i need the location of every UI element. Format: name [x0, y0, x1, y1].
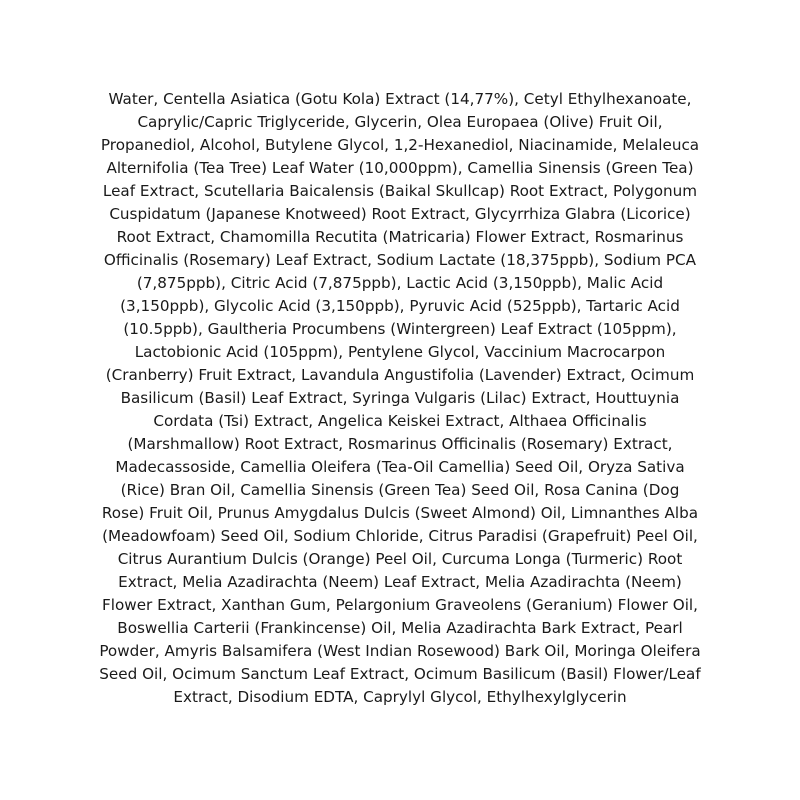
- ingredient-list: [60, 88, 740, 709]
- ingredient-line: Water, Centella Asiatica (Gotu Kola) Extract (14,77%), Cetyl Ethylhexanoate,: [108, 90, 692, 108]
- ingredient-line: (Marshmallow) Root Extract, Rosmarinus Officinalis (Rosemary) Extract,: [127, 435, 673, 453]
- ingredient-line: Cuspidatum (Japanese Knotweed) Root Extract, Glycyrrhiza Glabra (Licorice): [109, 205, 691, 223]
- ingredient-line: Extract, Melia Azadirachta (Neem) Leaf Extract, Melia Azadirachta (Neem): [118, 573, 682, 591]
- ingredient-line: Leaf Extract, Scutellaria Baicalensis (Baikal Skullcap) Root Extract, Polygonum: [102, 182, 698, 200]
- ingredient-line: Powder, Amyris Balsamifera (West Indian Rosewood) Bark Oil, Moringa Oleifera: [99, 642, 701, 660]
- ingredient-line: (10.5ppb), Gaultheria Procumbens (Wintergreen) Leaf Extract (105ppm),: [123, 320, 677, 338]
- ingredient-line: Root Extract, Chamomilla Recutita (Matricaria) Flower Extract, Rosmarinus: [116, 228, 684, 246]
- ingredient-line: Caprylic/Capric Triglyceride, Glycerin, Olea Europaea (Olive) Fruit Oil,: [137, 113, 663, 131]
- ingredient-line: (3,150ppb), Glycolic Acid (3,150ppb), Pyruvic Acid (525ppb), Tartaric Acid: [120, 297, 680, 315]
- ingredient-line: (7,875ppb), Citric Acid (7,875ppb), Lactic Acid (3,150ppb), Malic Acid: [136, 274, 664, 292]
- ingredient-line: Flower Extract, Xanthan Gum, Pelargonium Graveolens (Geranium) Flower Oil,: [102, 596, 698, 614]
- ingredient-line: Officinalis (Rosemary) Leaf Extract, Sodium Lactate (18,375ppb), Sodium PCA: [103, 251, 697, 269]
- ingredient-line: Extract, Disodium EDTA, Caprylyl Glycol, Ethylhexylglycerin: [173, 688, 627, 706]
- ingredient-line: Alternifolia (Tea Tree) Leaf Water (10,000ppm), Camellia Sinensis (Green Tea): [106, 159, 694, 177]
- ingredient-line: (Meadowfoam) Seed Oil, Sodium Chloride, Citrus Paradisi (Grapefruit) Peel Oil,: [102, 527, 698, 545]
- ingredient-line: Seed Oil, Ocimum Sanctum Leaf Extract, Ocimum Basilicum (Basil) Flower/Leaf: [99, 665, 701, 683]
- ingredient-line: Lactobionic Acid (105ppm), Pentylene Glycol, Vaccinium Macrocarpon: [134, 343, 666, 361]
- ingredient-line: Rose) Fruit Oil, Prunus Amygdalus Dulcis (Sweet Almond) Oil, Limnanthes Alba: [101, 504, 699, 522]
- ingredient-line: Madecassoside, Camellia Oleifera (Tea-Oil Camellia) Seed Oil, Oryza Sativa: [115, 458, 685, 476]
- ingredient-line: Basilicum (Basil) Leaf Extract, Syringa Vulgaris (Lilac) Extract, Houttuynia: [120, 389, 680, 407]
- ingredient-line: Cordata (Tsi) Extract, Angelica Keiskei Extract, Althaea Officinalis: [153, 412, 647, 430]
- ingredient-line: Citrus Aurantium Dulcis (Orange) Peel Oil, Curcuma Longa (Turmeric) Root: [117, 550, 683, 568]
- ingredient-line: (Cranberry) Fruit Extract, Lavandula Angustifolia (Lavender) Extract, Ocimum: [105, 366, 695, 384]
- ingredient-line: Boswellia Carterii (Frankincense) Oil, Melia Azadirachta Bark Extract, Pearl: [117, 619, 683, 637]
- ingredient-line: Propanediol, Alcohol, Butylene Glycol, 1,2-Hexanediol, Niacinamide, Melaleuca: [100, 136, 700, 154]
- ingredient-line: (Rice) Bran Oil, Camellia Sinensis (Green Tea) Seed Oil, Rosa Canina (Dog: [120, 481, 680, 499]
